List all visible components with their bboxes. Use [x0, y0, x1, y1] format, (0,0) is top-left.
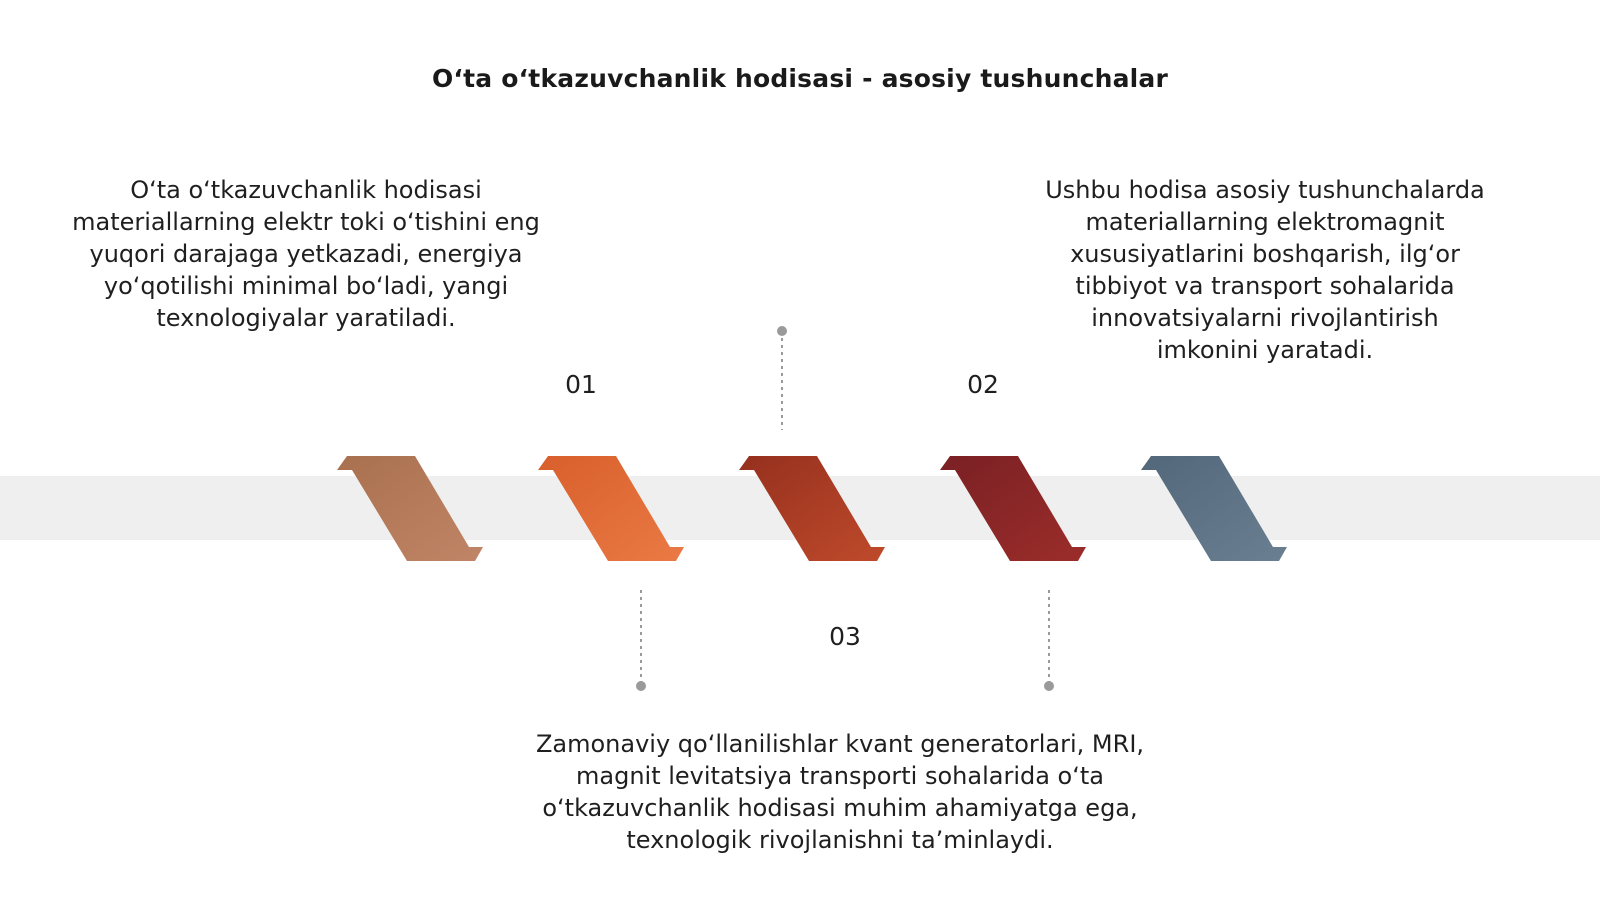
step-1-number: 01 [565, 370, 597, 399]
connector-bottom-left-dot [636, 681, 646, 691]
step-2-number: 02 [967, 370, 999, 399]
step-3-number: 03 [829, 622, 861, 651]
chevron-5 [1141, 456, 1287, 561]
chevron-4 [940, 456, 1086, 561]
chevron-2 [538, 456, 684, 561]
chevron-1 [337, 456, 483, 561]
step-2-description: Ushbu hodisa asosiy tushunchalarda materiallarning elektromagnit xususiyatlarini boshqarish, ilg‘or tibbiyot va transport sohalarida innovatsiyalarni rivojlantirish imkonini yaratadi. [1045, 176, 1485, 364]
slide-title: O‘ta o‘tkazuvchanlik hodisasi - asosiy tushunchalar [431, 64, 1169, 93]
step-3-description: Zamonaviy qo‘llanilishlar kvant generatorlari, MRI, magnit levitatsiya transporti sohalarida o‘ta o‘tkazuvchanlik hodisasi muhim ahamiyatga ega, texnologik rivojlanishni ta’minlaydi. [535, 730, 1145, 854]
step-1-description: O‘ta o‘tkazuvchanlik hodisasi materiallarning elektr toki o‘tishini eng yuqori darajaga yetkazadi, energiya yo‘qotilishi minimal bo‘ladi, yangi texnologiyalar yaratiladi. [72, 176, 540, 332]
chevron-3 [739, 456, 885, 561]
connector-bottom-right-dot [1044, 681, 1054, 691]
connector-top-dot [777, 326, 787, 336]
